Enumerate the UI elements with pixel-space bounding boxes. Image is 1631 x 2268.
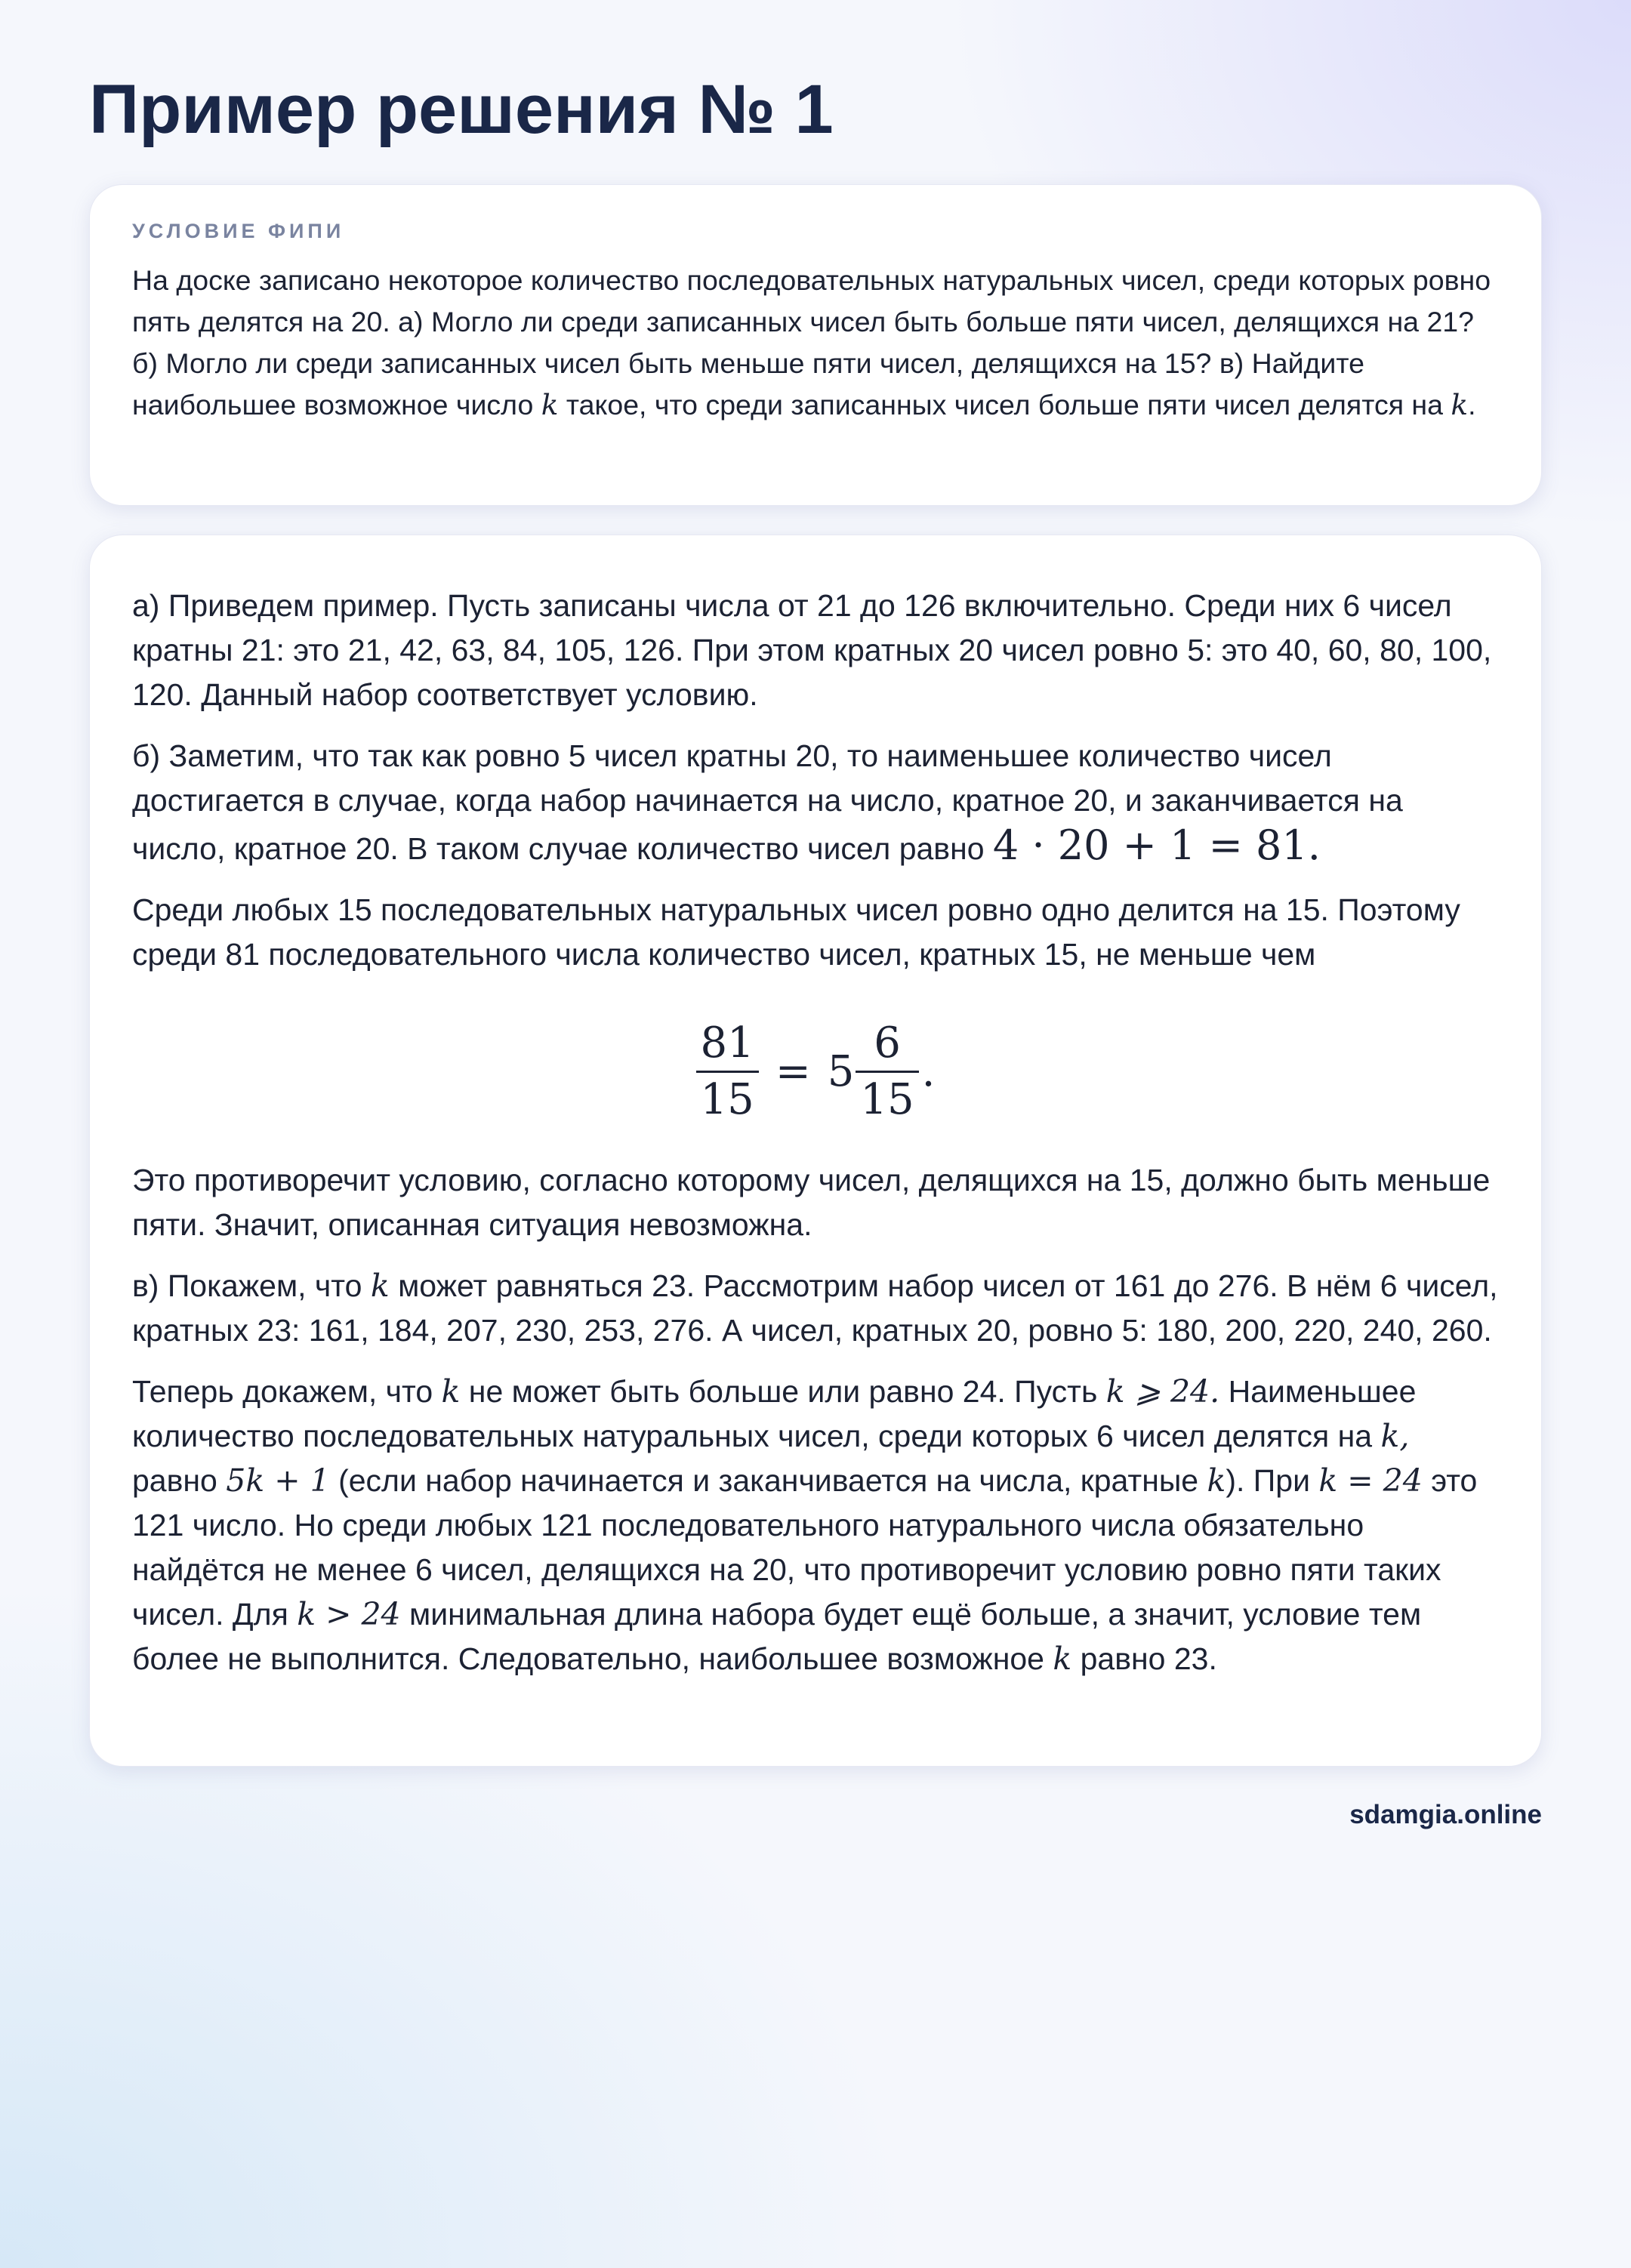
solution-text: может равняться 23. Рассмотрим набор чисел от 161 до 276. В нём 6 чисел, кратных 23: 161, 184, 207, 230, 253, 276. А чисел, кратных 20, ровно 5: 180, 200, 220, 240, 260.: [132, 1268, 1498, 1348]
math-inequality: k > 24: [297, 1596, 401, 1632]
math-equation: k = 24: [1318, 1462, 1423, 1499]
solution-text: Наименьшее количество последовательных натуральных чисел, среди которых 6 чисел делятся на: [132, 1374, 1417, 1453]
page-title: Пример решения № 1: [89, 71, 834, 148]
fraction-denominator: 15: [696, 1071, 759, 1127]
solution-card: [89, 535, 1542, 1767]
solution-paragraph-c: [132, 1264, 1499, 1353]
fraction-numerator: 81: [700, 1018, 754, 1068]
fraction-equation: [132, 1016, 1499, 1127]
solution-text: б) Заметим, что так как ровно 5 чисел кратны 20, то наименьшее количество чисел достигается в случае, когда набор начинается на число, кратное 20, и заканчивается на число, кратное 20. В таком случае количество чисел равно: [132, 738, 1403, 866]
site-watermark: sdamgia.online: [1349, 1800, 1542, 1829]
math-inequality: k ⩾ 24.: [1105, 1373, 1220, 1410]
math-k: k: [441, 1373, 461, 1410]
math-k: k: [370, 1268, 390, 1304]
fraction-81-15: [696, 1016, 759, 1127]
math-k: k: [541, 388, 559, 421]
solution-text: минимальная длина набора будет ещё больше, а значит, условие тем более не выполнится. Следовательно, наибольшее возможное: [132, 1597, 1422, 1676]
solution-text: равно 23.: [1071, 1641, 1217, 1676]
formula-period: .: [921, 1047, 936, 1096]
math-k: k: [1207, 1462, 1226, 1499]
solution-text: равно: [132, 1463, 227, 1498]
solution-text: это 121 число. Но среди любых 121 последовательного натурального числа обязательно найдётся не менее 6 чисел, делящихся на 20, что противоречит условию ровно пяти таких чисел. Для: [132, 1463, 1478, 1632]
solution-text: ). При: [1226, 1463, 1319, 1498]
condition-text-end: .: [1468, 389, 1476, 421]
condition-label: УСЛОВИЕ ФИПИ: [132, 220, 345, 242]
solution-text: в) Покажем, что: [132, 1268, 371, 1303]
condition-text: [132, 260, 1499, 426]
display-formula: [132, 994, 1499, 1142]
solution-text: Теперь докажем, что: [132, 1374, 442, 1409]
mixed-whole-part: 5: [827, 1047, 855, 1096]
solution-paragraph-b3: Это противоречит условию, согласно которому чисел, делящихся на 15, должно быть меньше пяти. Значит, описанная ситуация невозможна.: [132, 1163, 1491, 1242]
math-k: k: [1451, 388, 1469, 421]
condition-text-part: такое, что среди записанных чисел больше пяти чисел делятся на: [558, 389, 1451, 421]
fraction-6-15: [856, 1016, 918, 1127]
solution-text: не может быть больше или равно 24. Пусть: [460, 1374, 1106, 1409]
solution-text: (если набор начинается и заканчивается на числа, кратные: [329, 1463, 1207, 1498]
solution-paragraph-b: [132, 734, 1499, 871]
math-k: k: [1053, 1641, 1072, 1677]
math-expression: 4 · 20 + 1 = 81.: [992, 821, 1321, 869]
fraction-denominator: 15: [856, 1071, 918, 1127]
fraction-numerator: 6: [874, 1018, 901, 1068]
math-expression: 5k + 1: [226, 1462, 330, 1499]
condition-text-part: На доске записано некоторое количество последовательных натуральных чисел, среди которых ровно пять делятся на 20. а) Могло ли среди записанных чисел быть больше пяти чисел, делящихся на 21? б) Могло ли среди записанных чисел быть меньше пяти чисел, делящихся на 15? в) Найдите наибольшее возможное число: [132, 264, 1491, 421]
solution-paragraph-a: а) Приведем пример. Пусть записаны числа от 21 до 126 включительно. Среди них 6 чисел кратны 21: это 21, 42, 63, 84, 105, 126. При этом кратных 20 чисел ровно 5: это 40, 60, 80, 100, 120. Данный набор соответствует условию.: [132, 588, 1492, 712]
solution-paragraph-b2: Среди любых 15 последовательных натуральных чисел ровно одно делится на 15. Поэтому среди 81 последовательного числа количество чисел, кратных 15, не меньше чем: [132, 892, 1460, 972]
condition-card: [89, 184, 1542, 506]
equals-sign: =: [775, 1047, 811, 1096]
solution-paragraph-c2: [132, 1370, 1499, 1681]
math-k: k,: [1380, 1418, 1410, 1454]
